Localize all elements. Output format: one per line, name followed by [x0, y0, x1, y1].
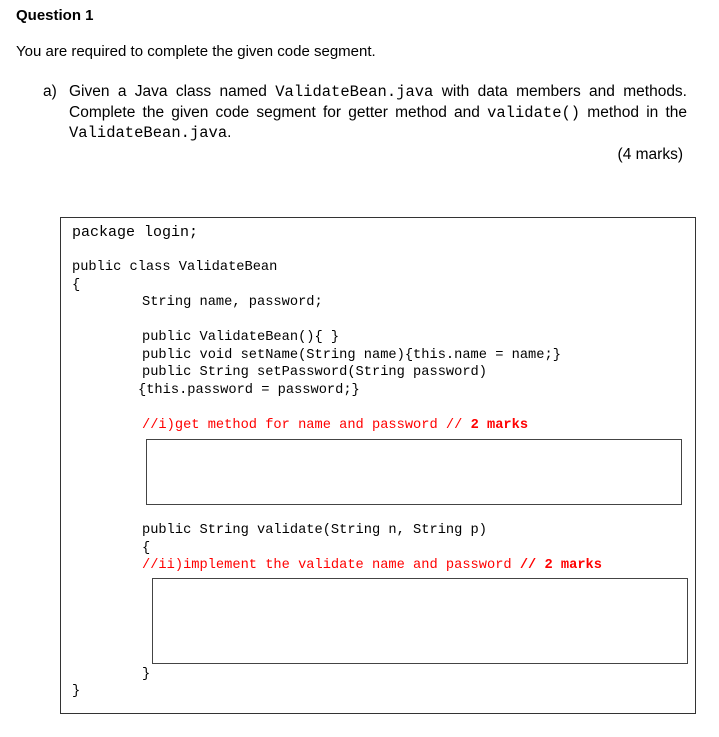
method-name: validate() — [487, 103, 581, 122]
comment-text: //i)get method for name and password // — [142, 418, 471, 433]
code-line: } — [142, 667, 151, 682]
code-line: } — [72, 684, 81, 699]
class-file-name: ValidateBean.java — [69, 124, 228, 142]
marks: (4 marks) — [617, 146, 683, 163]
comment-marks: // 2 marks — [519, 558, 602, 573]
part-a-text — [69, 82, 687, 144]
part-a — [43, 82, 687, 144]
instructions: You are required to complete the given code segment. — [16, 43, 376, 60]
code-line: public String validate(String n, String p) — [142, 523, 487, 538]
code-line: public void setName(String name){this.name = name;} — [142, 348, 561, 363]
code-line: String name, password; — [142, 295, 323, 310]
question-title: Question 1 — [16, 7, 94, 24]
code-line: { — [72, 278, 81, 293]
text: method in the — [580, 103, 687, 121]
class-file-name: ValidateBean.java — [275, 83, 434, 101]
text: Given a Java class named — [69, 83, 276, 100]
part-a-label: a) — [43, 83, 57, 100]
text: . — [227, 124, 232, 141]
code-line: {this.password = password;} — [138, 383, 360, 398]
code-line: public ValidateBean(){ } — [142, 330, 340, 345]
comment-part-i — [142, 417, 528, 434]
answer-box-validate[interactable] — [152, 578, 688, 664]
comment-marks: 2 marks — [470, 418, 529, 433]
comment-text: //ii)implement the validate name and password — [142, 558, 520, 573]
text: with data members and methods. Complete the given code segment for getter method and — [69, 83, 687, 121]
answer-box-getter[interactable] — [146, 439, 682, 505]
code-line: { — [142, 541, 151, 556]
code-line: public class ValidateBean — [72, 260, 278, 275]
comment-part-ii — [142, 557, 602, 574]
code-line: package login; — [72, 224, 199, 241]
code-line: public String setPassword(String password) — [142, 365, 487, 380]
